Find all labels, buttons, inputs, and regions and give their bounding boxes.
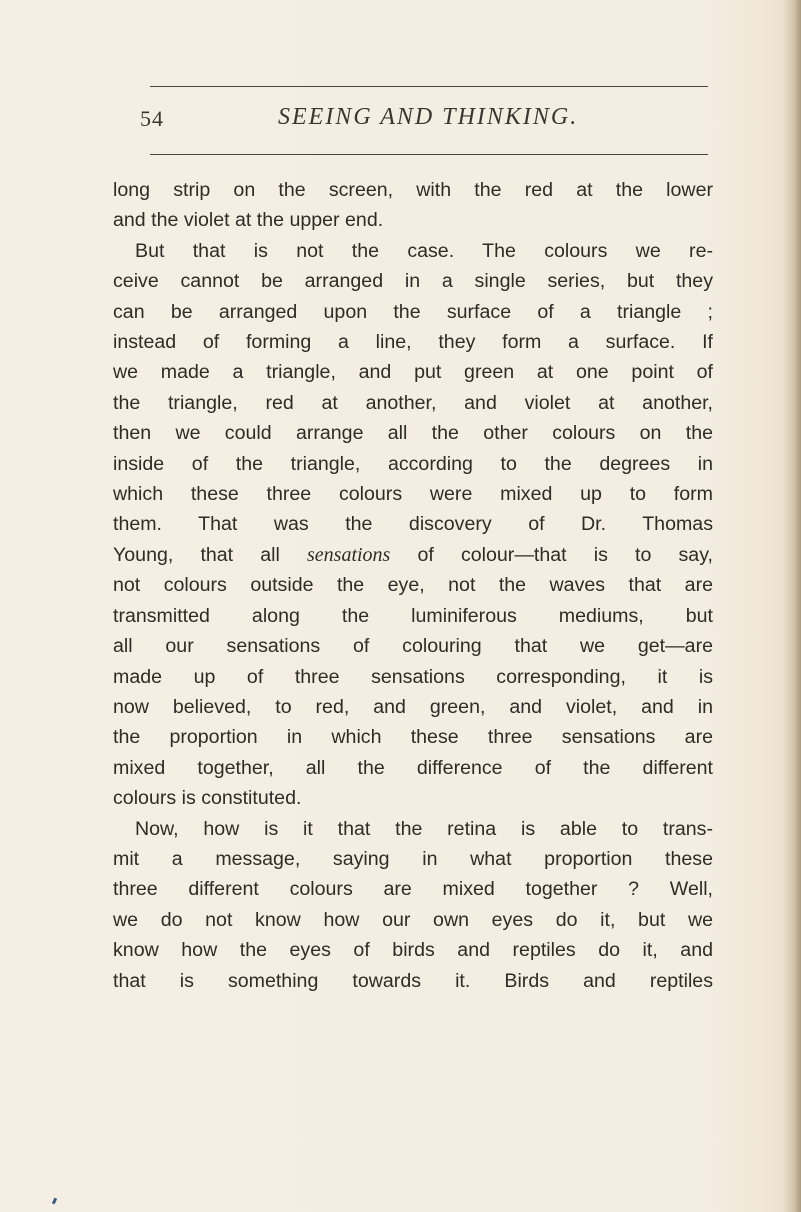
text-line: colours is constituted.: [113, 787, 302, 810]
text-line: the proportion in which these three sensations are: [113, 726, 713, 749]
text-line: now believed, to red, and green, and violet, and in: [113, 695, 713, 718]
text-line: Now, how is it that the retina is able to trans-: [135, 817, 713, 840]
header-rule-bottom: [150, 154, 708, 155]
body-text: [113, 175, 713, 996]
text-line: inside of the triangle, according to the degrees in: [113, 452, 713, 475]
page-edge-shadow: [783, 0, 801, 1212]
text-line: the triangle, red at another, and violet at another,: [113, 391, 713, 414]
text-line: mixed together, all the difference of the different: [113, 756, 713, 779]
text-line: not colours outside the eye, not the waves that are: [113, 574, 713, 597]
text-line: long strip on the screen, with the red at the lower: [113, 179, 713, 201]
text-line: made up of three sensations corresponding, it is: [113, 665, 713, 688]
text-fragment: of colour—that is to say,: [390, 543, 713, 566]
text-line: them. That was the discovery of Dr. Thomas: [113, 513, 713, 536]
text-line: can be arranged upon the surface of a triangle ;: [113, 300, 713, 323]
text-line: that is something towards it. Birds and reptiles: [113, 969, 713, 992]
text-line: instead of forming a line, they form a surface. If: [113, 331, 713, 354]
running-head: SEEING AND THINKING.: [278, 104, 579, 130]
text-line: mit a message, saying in what proportion these: [113, 847, 713, 870]
text-line: which these three colours were mixed up to form: [113, 483, 713, 506]
text-line: transmitted along the luminiferous mediums, but: [113, 604, 713, 627]
text-line: know how the eyes of birds and reptiles do it, and: [113, 939, 713, 962]
text-line: ceive cannot be arranged in a single series, but they: [113, 270, 713, 293]
text-line: we made a triangle, and put green at one point of: [113, 361, 713, 384]
italic-word: sensations: [307, 543, 391, 566]
text-line: But that is not the case. The colours we re-: [135, 239, 713, 262]
text-line: all our sensations of colouring that we get—are: [113, 635, 713, 658]
text-fragment: Young, that all: [113, 543, 307, 566]
text-line: three different colours are mixed together ? Well,: [113, 878, 713, 901]
ink-speck: [52, 1198, 57, 1205]
header-rule-top: [150, 86, 708, 87]
text-line: we do not know how our own eyes do it, but we: [113, 908, 713, 931]
text-line: and the violet at the upper end.: [113, 209, 384, 232]
text-line: [113, 540, 713, 570]
text-line: then we could arrange all the other colours on the: [113, 422, 713, 445]
page-number: 54: [140, 106, 164, 131]
